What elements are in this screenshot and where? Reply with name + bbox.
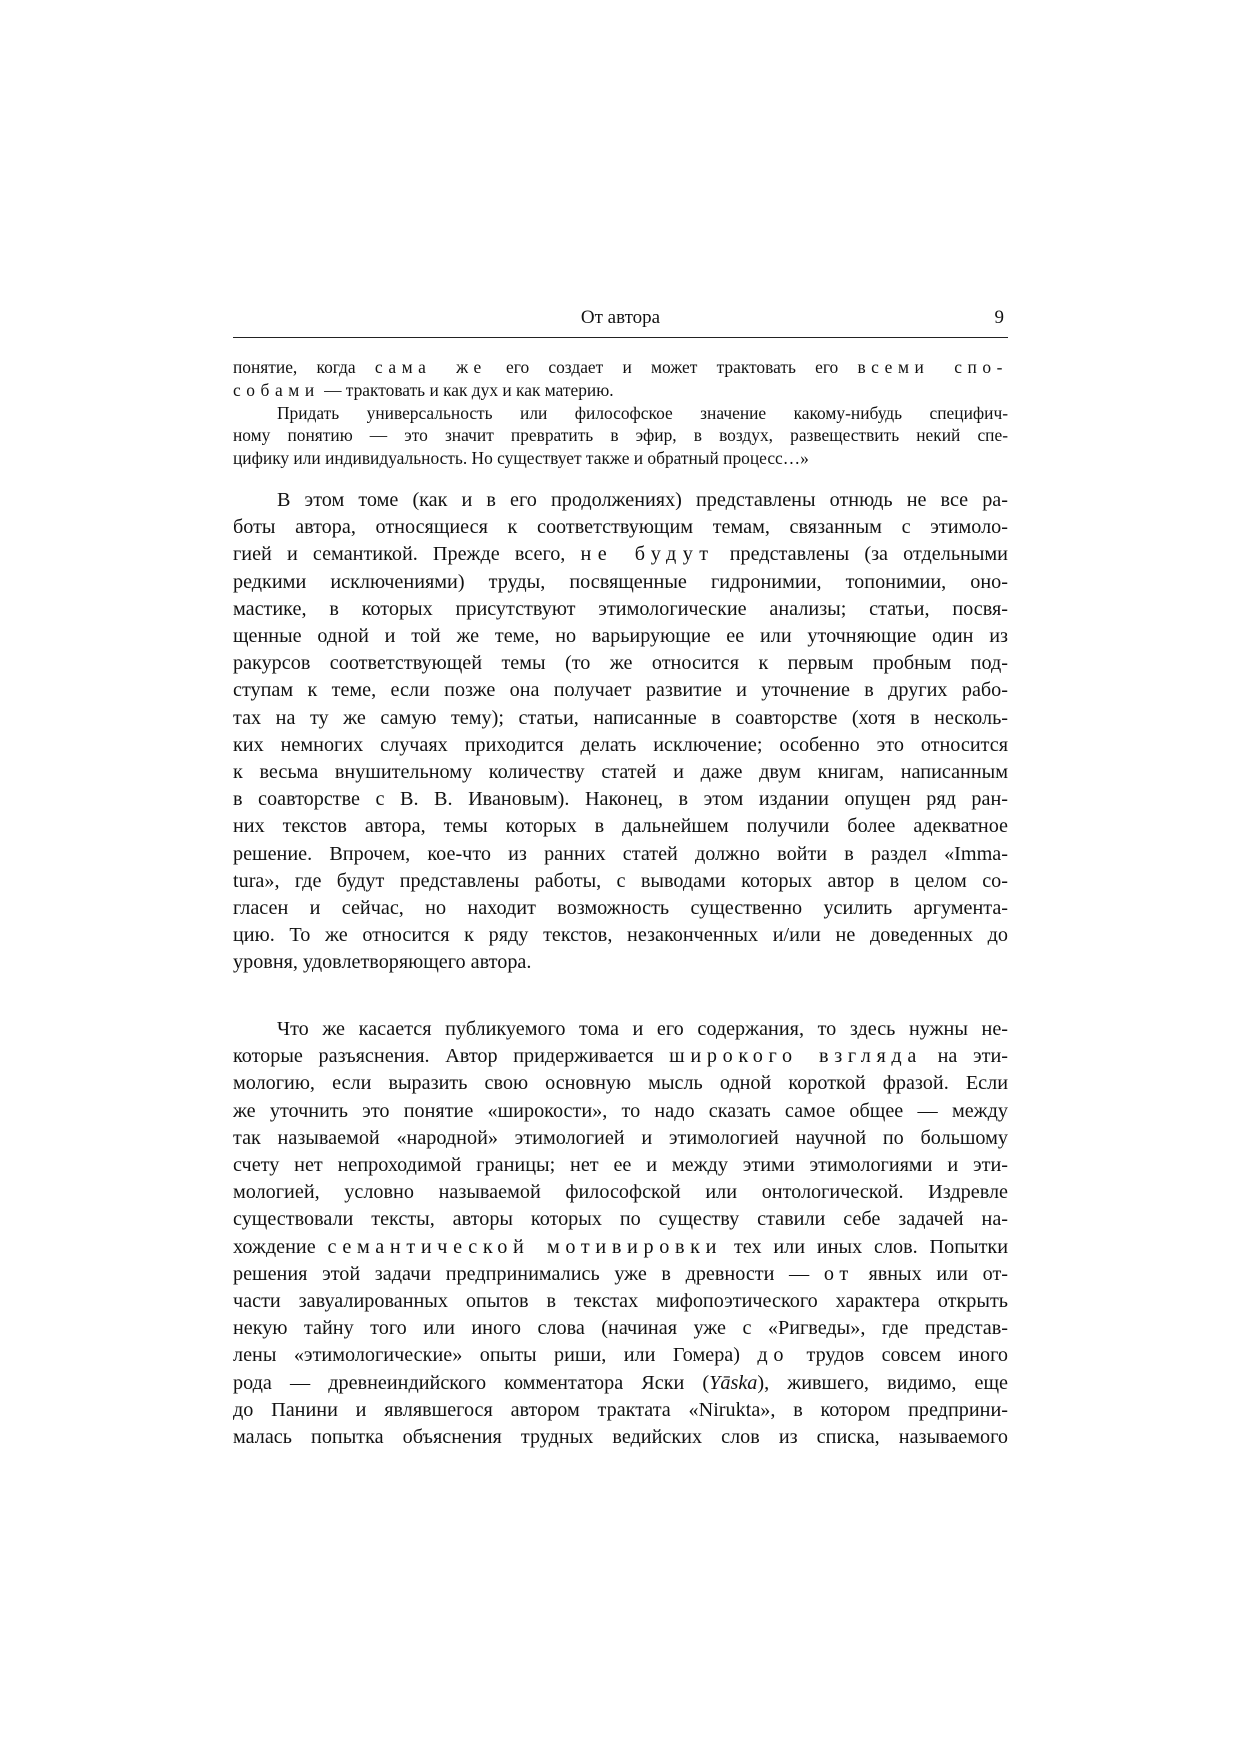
text-line: уровня, удовлетворяющего автора. [233, 951, 532, 974]
text-line: ракурсов соответствующей темы (то же относится к первым пробным под- [233, 652, 1008, 675]
text-line: цию. То же относится к ряду текстов, незаконченных и/или не доведенных до [233, 924, 1008, 947]
quote-block [233, 356, 1008, 470]
text-line: боты автора, относящиеся к соответствующим темам, связанным с этимоло- [233, 516, 1008, 539]
text-line: рода — древнеиндийского комментатора Яски (Yāska), жившего, видимо, еще [233, 1371, 1008, 1394]
text-line: так называемой «народной» этимологией и этимологией научной по большому [233, 1126, 1008, 1149]
running-header-title: От автора [580, 307, 661, 328]
quote-line: Придать универсальность или философское значение какому-нибудь специфич- [277, 402, 1008, 423]
text-line: гией и семантикой. Прежде всего, не будут представлены (за отдельными [233, 543, 1008, 566]
text-line: решения этой задачи предпринимались уже в древности — от явных или от- [233, 1262, 1009, 1285]
text-line: редкими исключениями) труды, посвященные гидронимии, топонимии, оно- [233, 570, 1008, 593]
italic-term: Yāska [709, 1371, 758, 1394]
spaced-emphasis: широкого взгляда [669, 1045, 922, 1068]
spaced-emphasis: не будут [580, 543, 715, 566]
text-line: tura», где будут представлены работы, с выводами которых автор в целом со- [233, 869, 1008, 892]
text-line: существовали тексты, авторы которых по существу ставили себе задачей на- [233, 1208, 1008, 1231]
text-line: гласен и сейчас, но находит возможность существенно усилить аргумента- [233, 897, 1008, 920]
quote-line: ному понятию — это значит превратить в эфир, в воздух, развеществить некий спе- [233, 425, 1008, 446]
text-line: ступам к теме, если позже она получает развитие и уточнение в других рабо- [233, 679, 1008, 702]
spaced-emphasis: до [757, 1344, 790, 1367]
text-line: в соавторстве с В. В. Ивановым). Наконец, в этом издании опущен ряд ран- [233, 788, 1008, 811]
text-line: до Панини и являвшегося автором трактата «Nirukta», в котором предприни- [233, 1398, 1008, 1421]
spaced-emphasis: от [823, 1262, 854, 1285]
running-header [233, 305, 1008, 338]
text-line: щенные одной и той же теме, но варьирующие ее или уточняющие один из [233, 625, 1008, 648]
text-line: Что же касается публикуемого тома и его содержания, то здесь нужны не- [277, 1018, 1008, 1040]
spaced-emphasis: семантической мотивировки [327, 1235, 723, 1258]
text-line: к весьма внушительному количеству статей и даже двум книгам, написанным [233, 761, 1008, 784]
text-line: тах на ту же самую тему); статьи, написанные в соавторстве (хотя в несколь- [233, 706, 1008, 729]
spaced-emphasis: собами [233, 379, 320, 400]
text-line: них текстов автора, темы которых в дальнейшем получили более адекватное [233, 815, 1008, 838]
text-line: ких немногих случаях приходится делать исключение; особенно это относится [233, 733, 1008, 756]
text-line: малась попытка объяснения трудных ведийских слов из списка, называемого [233, 1426, 1008, 1449]
spaced-emphasis: всеми спо- [857, 357, 1008, 377]
page-number: 9 [994, 307, 1004, 328]
paragraph-1 [233, 487, 1008, 977]
text-line: счету нет непроходимой границы; нет ее и между этими этимологиями и эти- [233, 1154, 1008, 1177]
text-line: мологией, условно называемой философской или онтологической. Издревле [233, 1181, 1008, 1204]
text-line: хождение семантической мотивировки тех или иных слов. Попытки [233, 1235, 1009, 1258]
quote-line: цифику или индивидуальность. Но существует также и обратный процесс…» [233, 448, 809, 469]
paragraph-2 [233, 1016, 1008, 1451]
text-line: части завуалированных опытов в текстах мифопоэтического характера открыть [233, 1290, 1008, 1313]
text-line: мологию, если выразить свою основную мысль одной короткой фразой. Если [233, 1072, 1008, 1095]
quote-line: собами — трактовать и как дух и как материю. [233, 379, 614, 400]
text-line: лены «этимологические» опыты риши, или Гомера) до трудов совсем иного [233, 1344, 1008, 1367]
text-line: некую тайну того или иного слова (начиная уже с «Ригведы», где представ- [233, 1317, 1008, 1340]
quote-line: понятие, когда сама же его создает и может трактовать его всеми спо- [233, 357, 1008, 377]
text-line: которые разъяснения. Автор придерживается широкого взгляда на эти- [233, 1045, 1009, 1068]
text-line: В этом томе (как и в его продолжениях) представлены отнюдь не все ра- [277, 489, 1008, 511]
text-line: решение. Впрочем, кое-что из ранних статей должно войти в раздел «Imma- [233, 842, 1008, 865]
text-line: мастике, в которых присутствуют этимологические анализы; статьи, посвя- [233, 597, 1008, 620]
text-line: же уточнить это понятие «широкости», то надо сказать самое общее — между [233, 1099, 1008, 1122]
spaced-emphasis: сама же [374, 357, 487, 377]
